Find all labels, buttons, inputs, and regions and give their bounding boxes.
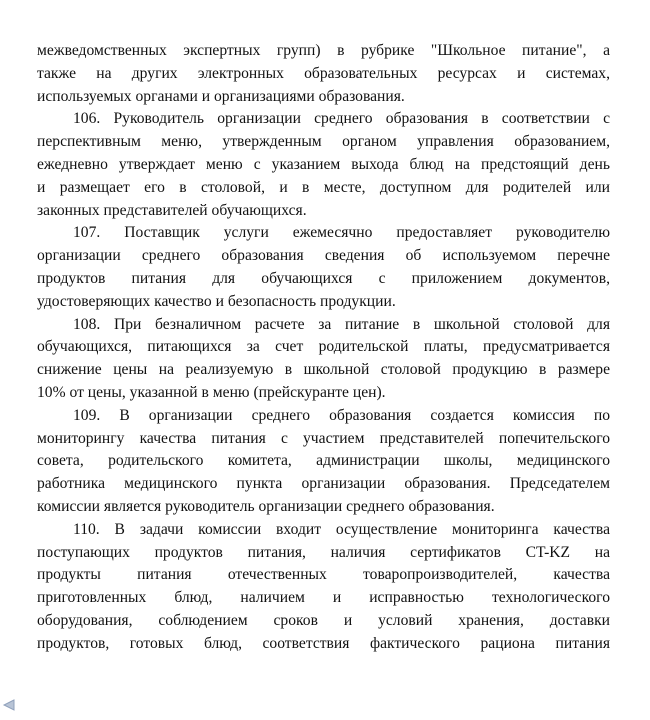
text-line: используемых органами и организациями образования. bbox=[37, 87, 405, 105]
text-line: приготовленных блюд, наличием и исправностью технологического bbox=[37, 589, 610, 607]
text-line: комиссии является руководитель организации среднего образования. bbox=[37, 497, 495, 515]
text-line: 106. Руководитель организации среднего образования в соответствии с bbox=[73, 110, 610, 128]
text-line: 110. В задачи комиссии входит осуществление мониторинга качества bbox=[73, 520, 610, 538]
text-line: оборудования, соблюдением сроков и условий хранения, доставки bbox=[37, 611, 610, 629]
text-line: ежедневно утверждает меню с указанием выхода блюд на предстоящий день bbox=[37, 155, 610, 173]
previous-page-button[interactable] bbox=[2, 698, 16, 712]
text-line: также на других электронных образовательных ресурсах и системах, bbox=[37, 64, 610, 82]
document-page bbox=[37, 40, 610, 656]
text-line: 10% от цены, указанной в меню (прейскуранте цен). bbox=[37, 383, 386, 401]
paragraph-110 bbox=[37, 519, 610, 656]
text-line: законных представителей обучающихся. bbox=[37, 201, 307, 219]
text-line: обучающихся, питающихся за счет родительской платы, предусматривается bbox=[37, 338, 610, 356]
text-line: перспективным меню, утвержденным органом управления образованием, bbox=[37, 133, 610, 151]
text-line: 108. При безналичном расчете за питание в школьной столовой для bbox=[73, 315, 610, 333]
text-line: продуктов питания для обучающихся с приложением документов, bbox=[37, 269, 610, 287]
paragraph-108 bbox=[37, 314, 610, 405]
text-line: удостоверяющих качество и безопасность продукции. bbox=[37, 292, 396, 310]
text-line: совета, родительского комитета, администрации школы, медицинского bbox=[37, 452, 610, 470]
text-line: организации среднего образования сведения об используемом перечне bbox=[37, 247, 610, 265]
paragraph-109 bbox=[37, 405, 610, 519]
text-line: снижение цены на реализуемую в школьной столовой продукцию в размере bbox=[37, 361, 610, 379]
text-line: межведомственных экспертных групп) в рубрике "Школьное питание", а bbox=[37, 42, 610, 59]
text-line: работника медицинского пункта организации образования. Председателем bbox=[37, 475, 610, 493]
text-line: продукты питания отечественных товаропроизводителей, качества bbox=[37, 566, 610, 584]
text-line: и размещает его в столовой, и в месте, доступном для родителей или bbox=[37, 178, 610, 196]
text-line: поступающих продуктов питания, наличия сертификатов CT-KZ на bbox=[37, 543, 610, 561]
paragraph-106 bbox=[37, 108, 610, 222]
text-line: мониторингу качества питания с участием представителей попечительского bbox=[37, 429, 610, 447]
text-line: 107. Поставщик услуги ежемесячно предоставляет руководителю bbox=[73, 224, 610, 242]
triangle-left-icon bbox=[2, 698, 16, 712]
paragraph-continuation bbox=[37, 40, 610, 108]
text-line: продуктов, готовых блюд, соответствия фактического рациона питания bbox=[37, 634, 610, 652]
paragraph-107 bbox=[37, 222, 610, 313]
text-line: 109. В организации среднего образования создается комиссия по bbox=[73, 406, 610, 424]
